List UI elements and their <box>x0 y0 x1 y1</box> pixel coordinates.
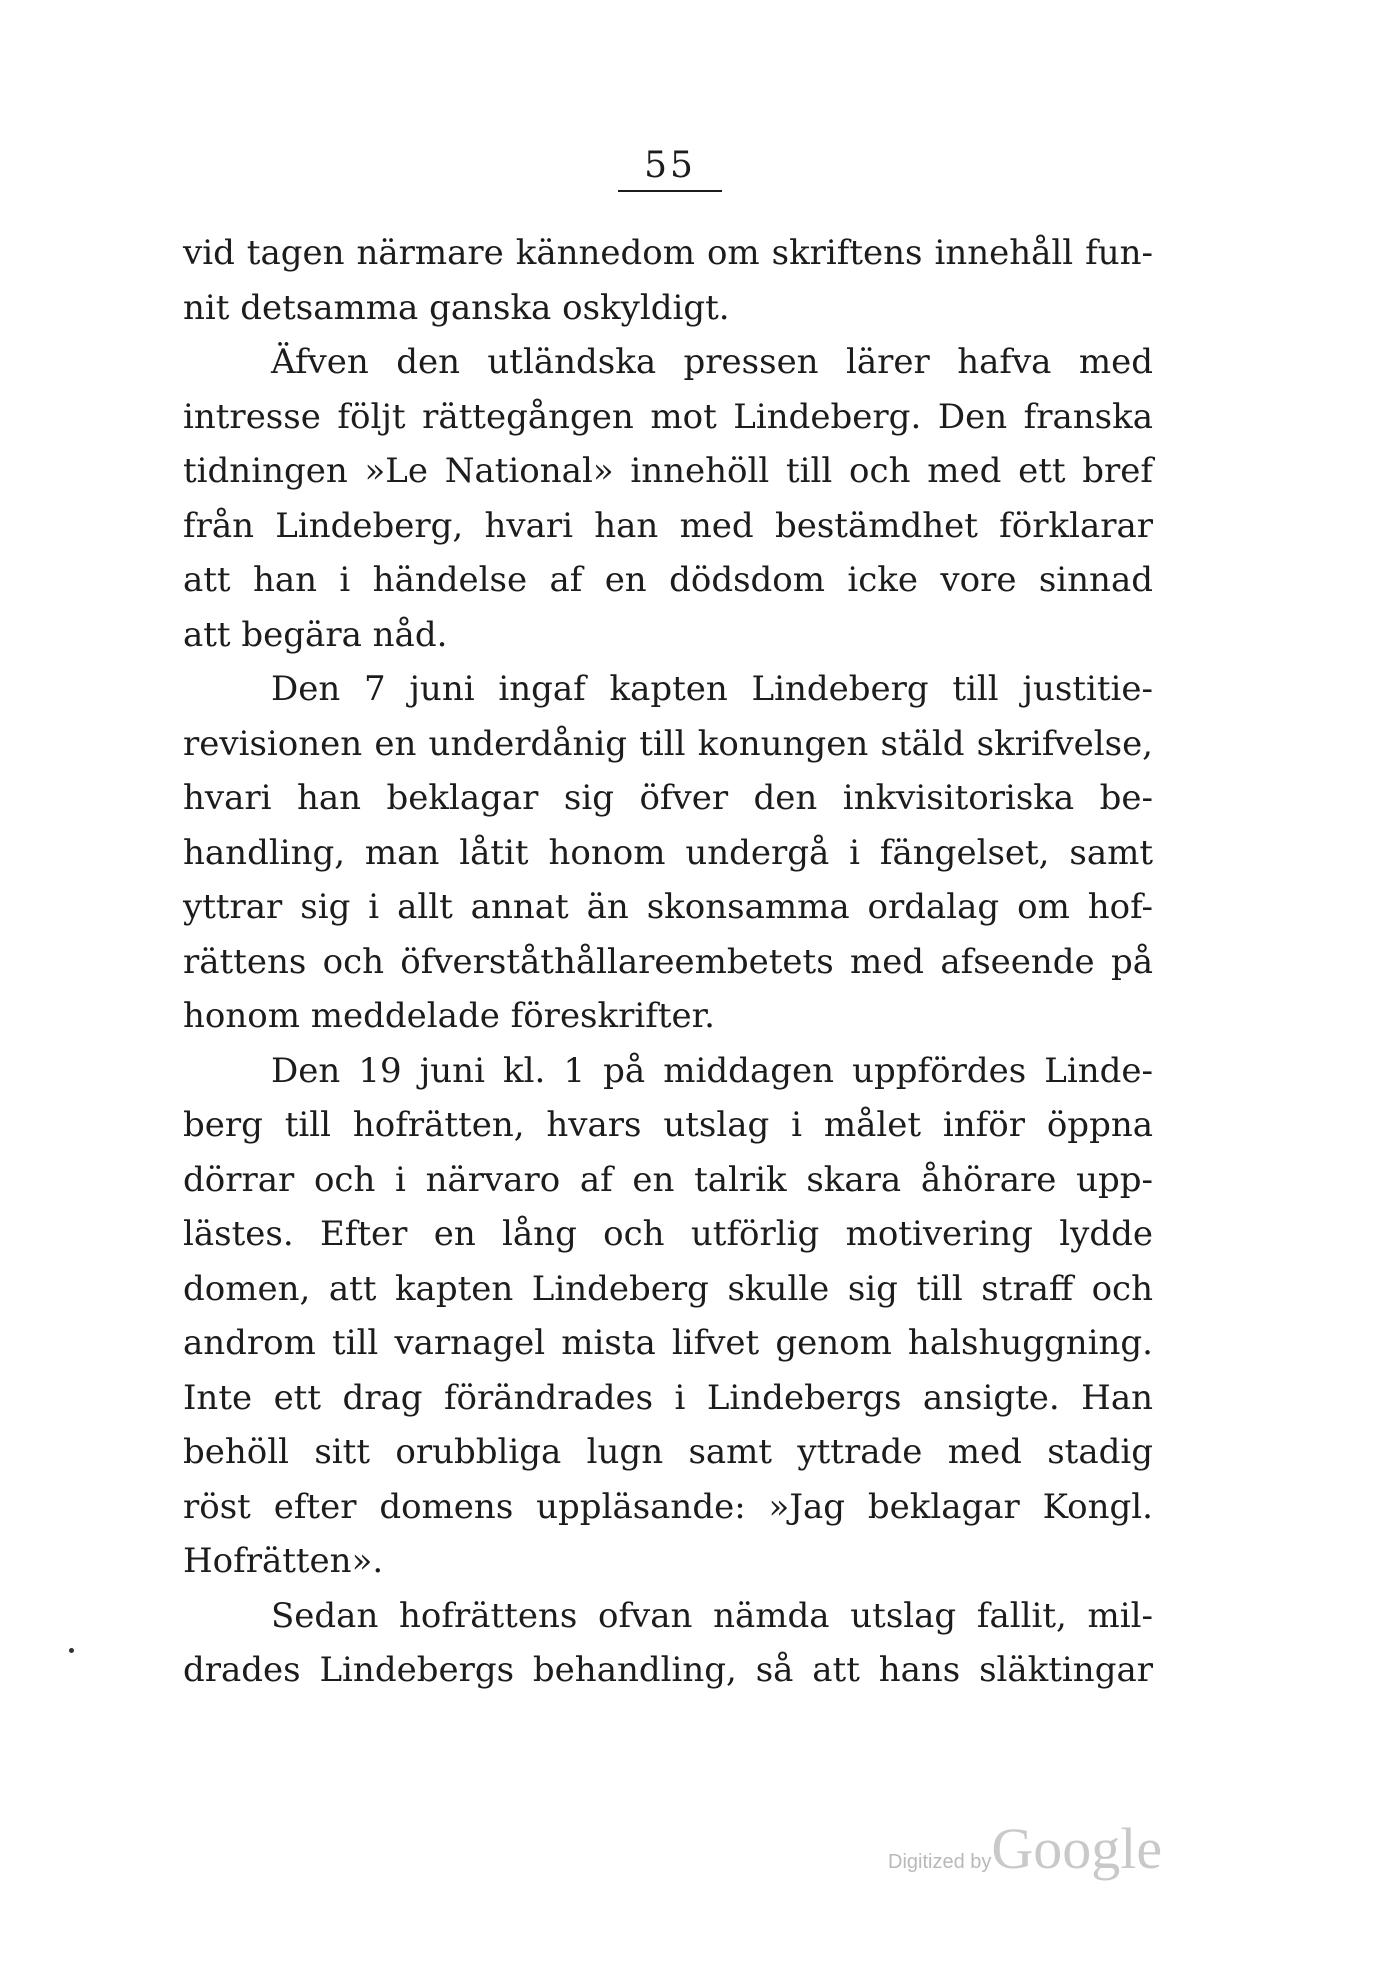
text-line: att han i händelse af en dödsdom icke vore sinnad <box>183 560 1153 600</box>
text-line: röst efter domens uppläsande: »Jag beklagar Kongl. <box>183 1486 1153 1527</box>
text-line: Äfven den utländska pressen lärer hafva med <box>271 342 1153 382</box>
text-line: drades Lindebergs behandling, så att hans släktingar <box>183 1650 1153 1690</box>
page-number-rule <box>618 190 722 192</box>
text-line: Hofrätten». <box>183 1541 384 1581</box>
text-line: tidningen »Le National» innehöll till och med ett bref <box>183 451 1153 491</box>
text-line: Sedan hofrättens ofvan nämda utslag fallit, mil- <box>271 1595 1153 1636</box>
margin-dot <box>69 1648 74 1653</box>
text-line: behöll sitt orubbliga lugn samt yttrade med stadig <box>183 1432 1153 1472</box>
text-line: Den 7 juni ingaf kapten Lindeberg till justitie- <box>271 669 1153 709</box>
text-line: androm till varnagel mista lifvet genom halshuggning. <box>183 1323 1153 1363</box>
text-line: domen, att kapten Lindeberg skulle sig till straff och <box>183 1268 1153 1309</box>
text-line: honom meddelade föreskrifter. <box>183 996 715 1036</box>
text-line: hvari han beklagar sig öfver den inkvisitoriska be- <box>183 778 1153 818</box>
text-line: nit detsamma ganska oskyldigt. <box>183 287 730 328</box>
digitized-by-google-watermark <box>888 1815 1162 1882</box>
text-line: berg till hofrätten, hvars utslag i målet inför öppna <box>183 1105 1153 1145</box>
text-line: intresse följt rättegången mot Lindeberg. Den franska <box>183 396 1153 437</box>
text-line: handling, man låtit honom undergå i fängelset, samt <box>183 832 1153 873</box>
text-line: yttrar sig i allt annat än skonsamma ordalag om hof- <box>183 887 1153 927</box>
text-line: lästes. Efter en lång och utförlig motivering lydde <box>183 1214 1153 1254</box>
text-line: vid tagen närmare kännedom om skriftens innehåll fun- <box>183 233 1153 273</box>
text-line: från Lindeberg, hvari han med bestämdhet förklarar <box>183 505 1153 546</box>
text-line: Den 19 juni kl. 1 på middagen uppfördes Linde- <box>271 1050 1153 1091</box>
text-line: revisionen en underdånig till konungen stäld skrifvelse, <box>183 723 1153 764</box>
text-line: dörrar och i närvaro af en talrik skara åhörare upp- <box>183 1159 1153 1200</box>
watermark-prefix: Digitized by <box>888 1851 992 1873</box>
text-line: Inte ett drag förändrades i Lindebergs ansigte. Han <box>183 1377 1153 1418</box>
google-logo: Google <box>991 1816 1163 1881</box>
page-number: 55 <box>644 145 696 186</box>
body-text <box>183 226 1153 1698</box>
text-line: att begära nåd. <box>183 614 448 655</box>
text-line: rättens och öfverståthållareembetets med afseende på <box>183 941 1153 982</box>
